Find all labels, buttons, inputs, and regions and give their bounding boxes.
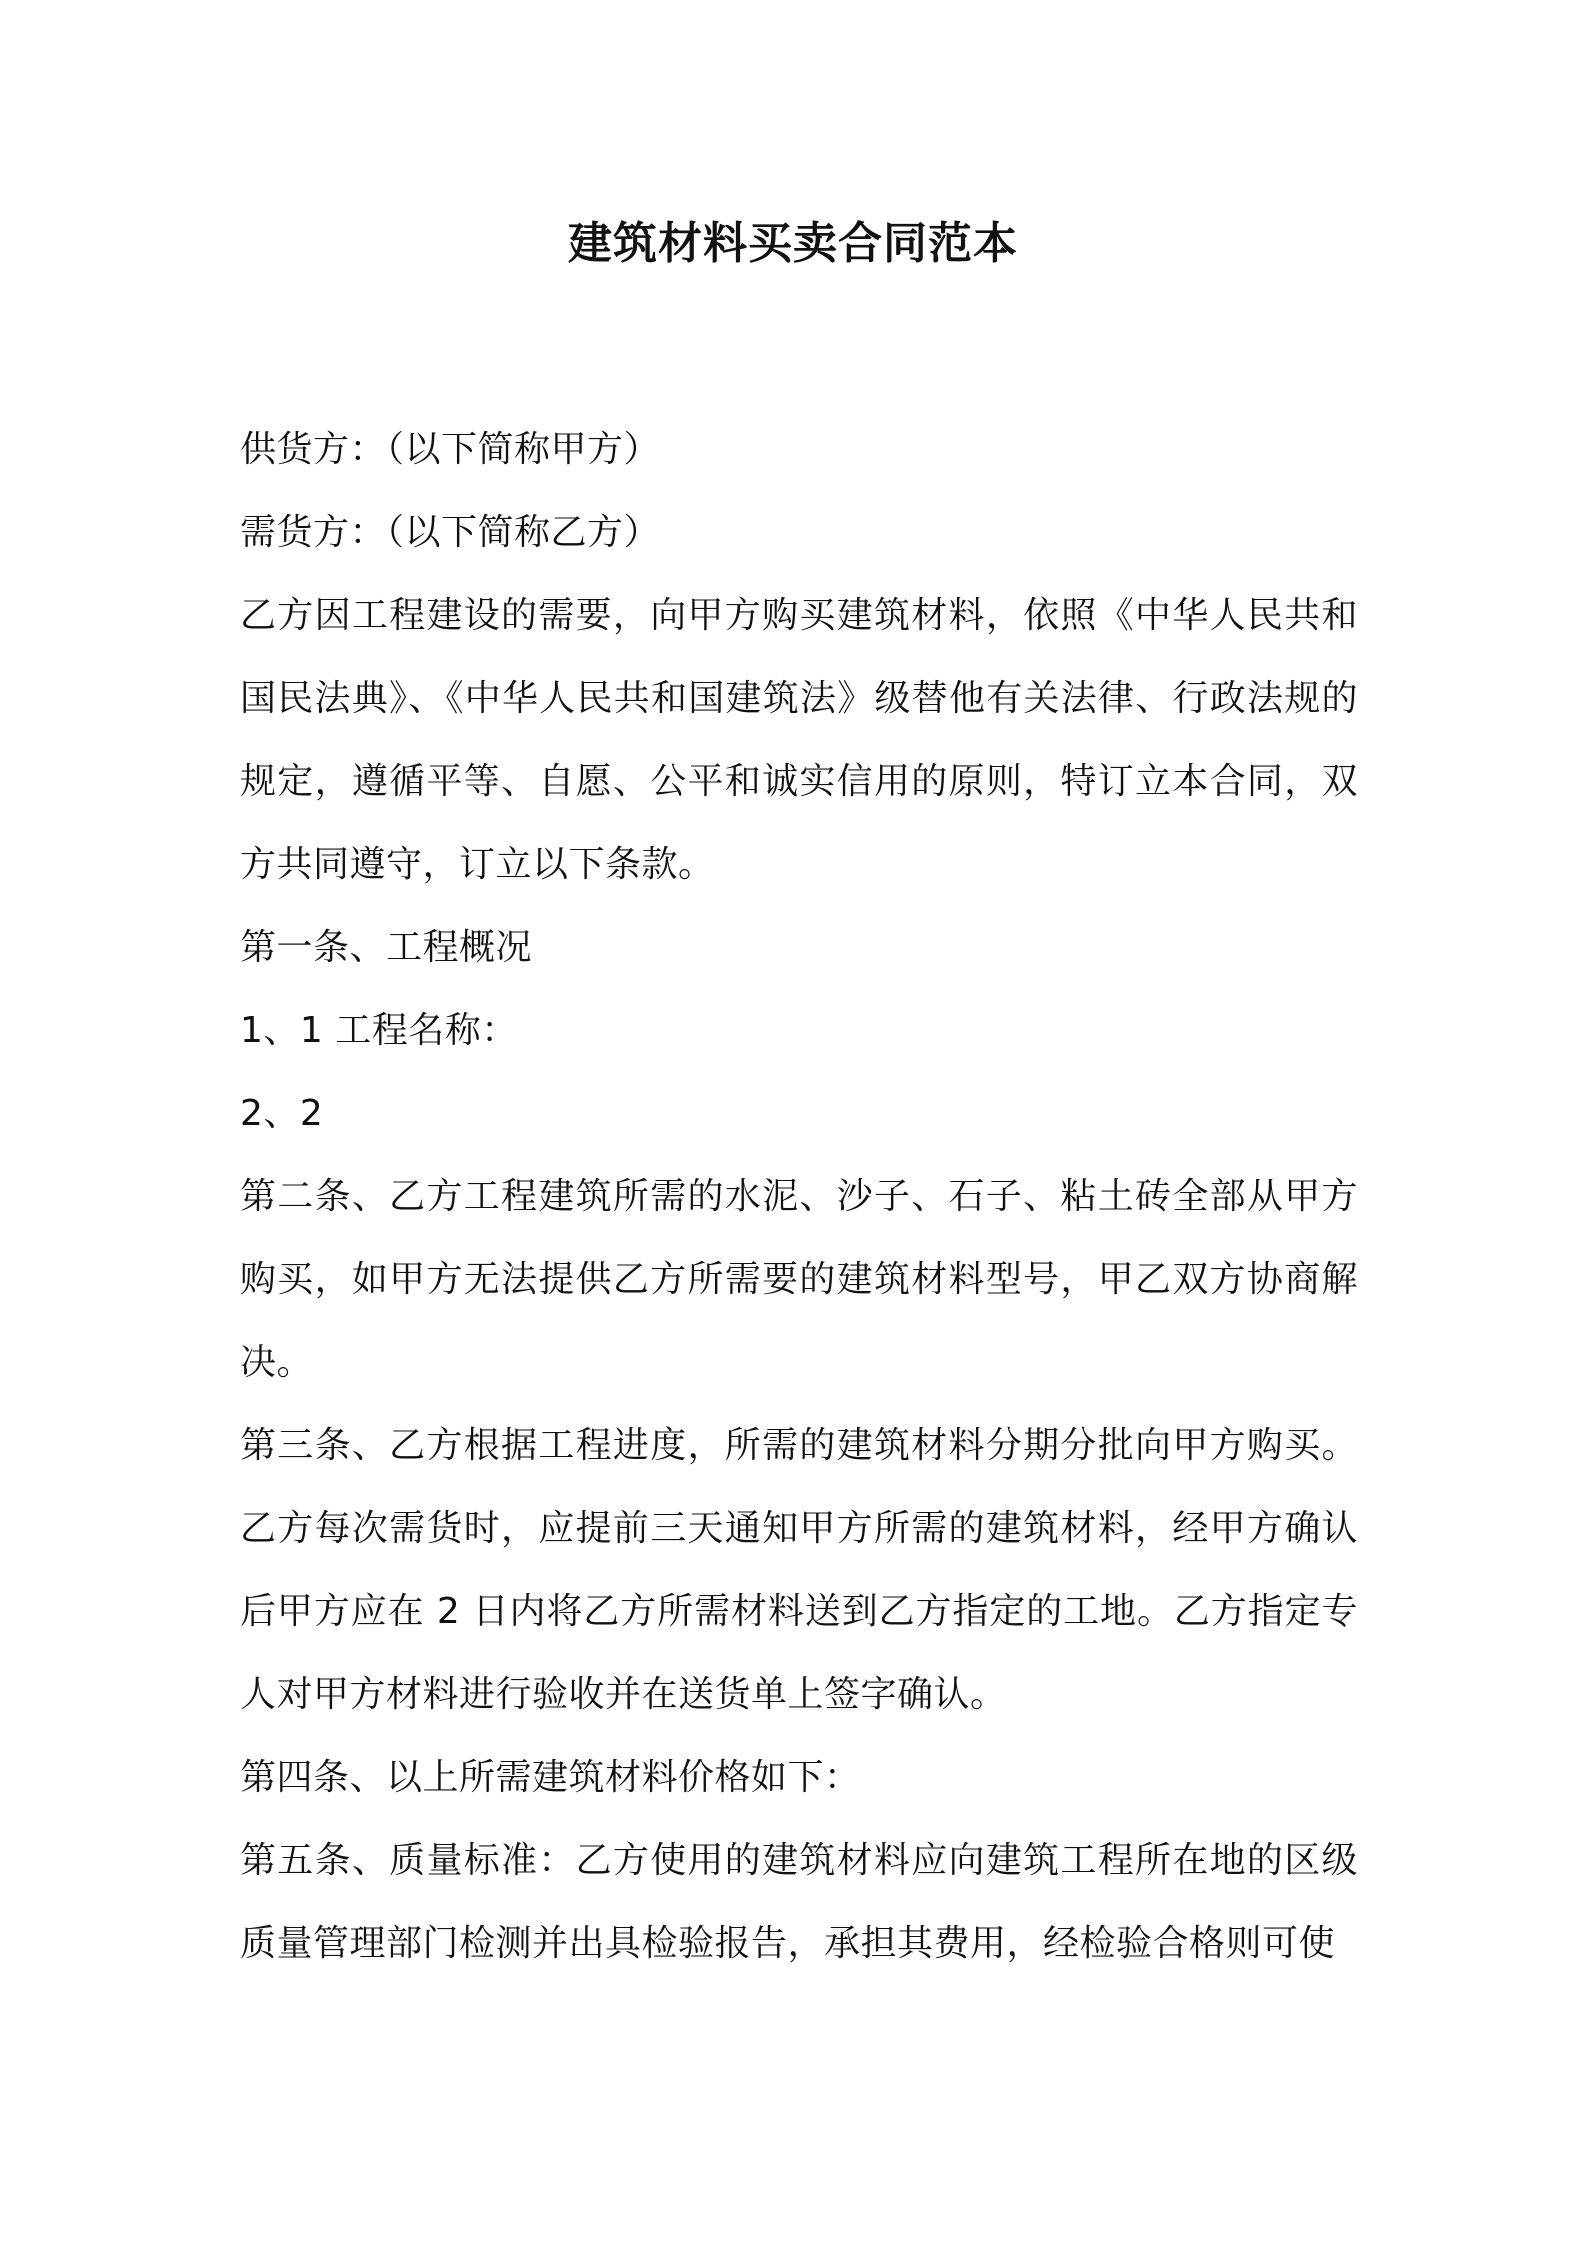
article-2-paragraph: 第二条、乙方工程建筑所需的水泥、沙子、石子、粘土砖全部从甲方购买，如甲方无法提供乙方所需要的建筑材料型号，甲乙双方协商解决。 (240, 1176, 1358, 1383)
article-5-paragraph: 第五条、质量标准：乙方使用的建筑材料应向建筑工程所在地的区级质量管理部门检测并出具检验报告，承担其费用，经检验合格则可使 (240, 1840, 1358, 1964)
article-4-paragraph: 第四条、以上所需建筑材料价格如下： (240, 1757, 861, 1798)
article-1-item-2: 2、2 (240, 1093, 324, 1134)
document-title: 建筑材料买卖合同范本 (568, 218, 1018, 269)
document-body (240, 408, 1358, 1985)
article-3-paragraph: 第三条、乙方根据工程进度，所需的建筑材料分期分批向甲方购买。乙方每次需货时，应提前三天通知甲方所需的建筑材料，经甲方确认后甲方应在 2 日内将乙方所需材料送到乙方指定的工地。乙方指定专人对甲方材料进行验收并在送货单上签字确认。 (240, 1425, 1358, 1715)
preamble-paragraph: 乙方因工程建设的需要，向甲方购买建筑材料，依照《中华人民共和国民法典》、《中华人民共和国建筑法》级替他有关法律、行政法规的规定，遵循平等、自愿、公平和诚实信用的原则，特订立本合同，双方共同遵守，订立以下条款。 (240, 595, 1358, 885)
article-1-item-1: 1、1 工程名称： (240, 1010, 518, 1051)
buyer-line: 需货方：（以下简称乙方） (240, 512, 661, 553)
supplier-line: 供货方：（以下简称甲方） (240, 429, 661, 470)
article-1-heading: 第一条、工程概况 (240, 927, 533, 968)
